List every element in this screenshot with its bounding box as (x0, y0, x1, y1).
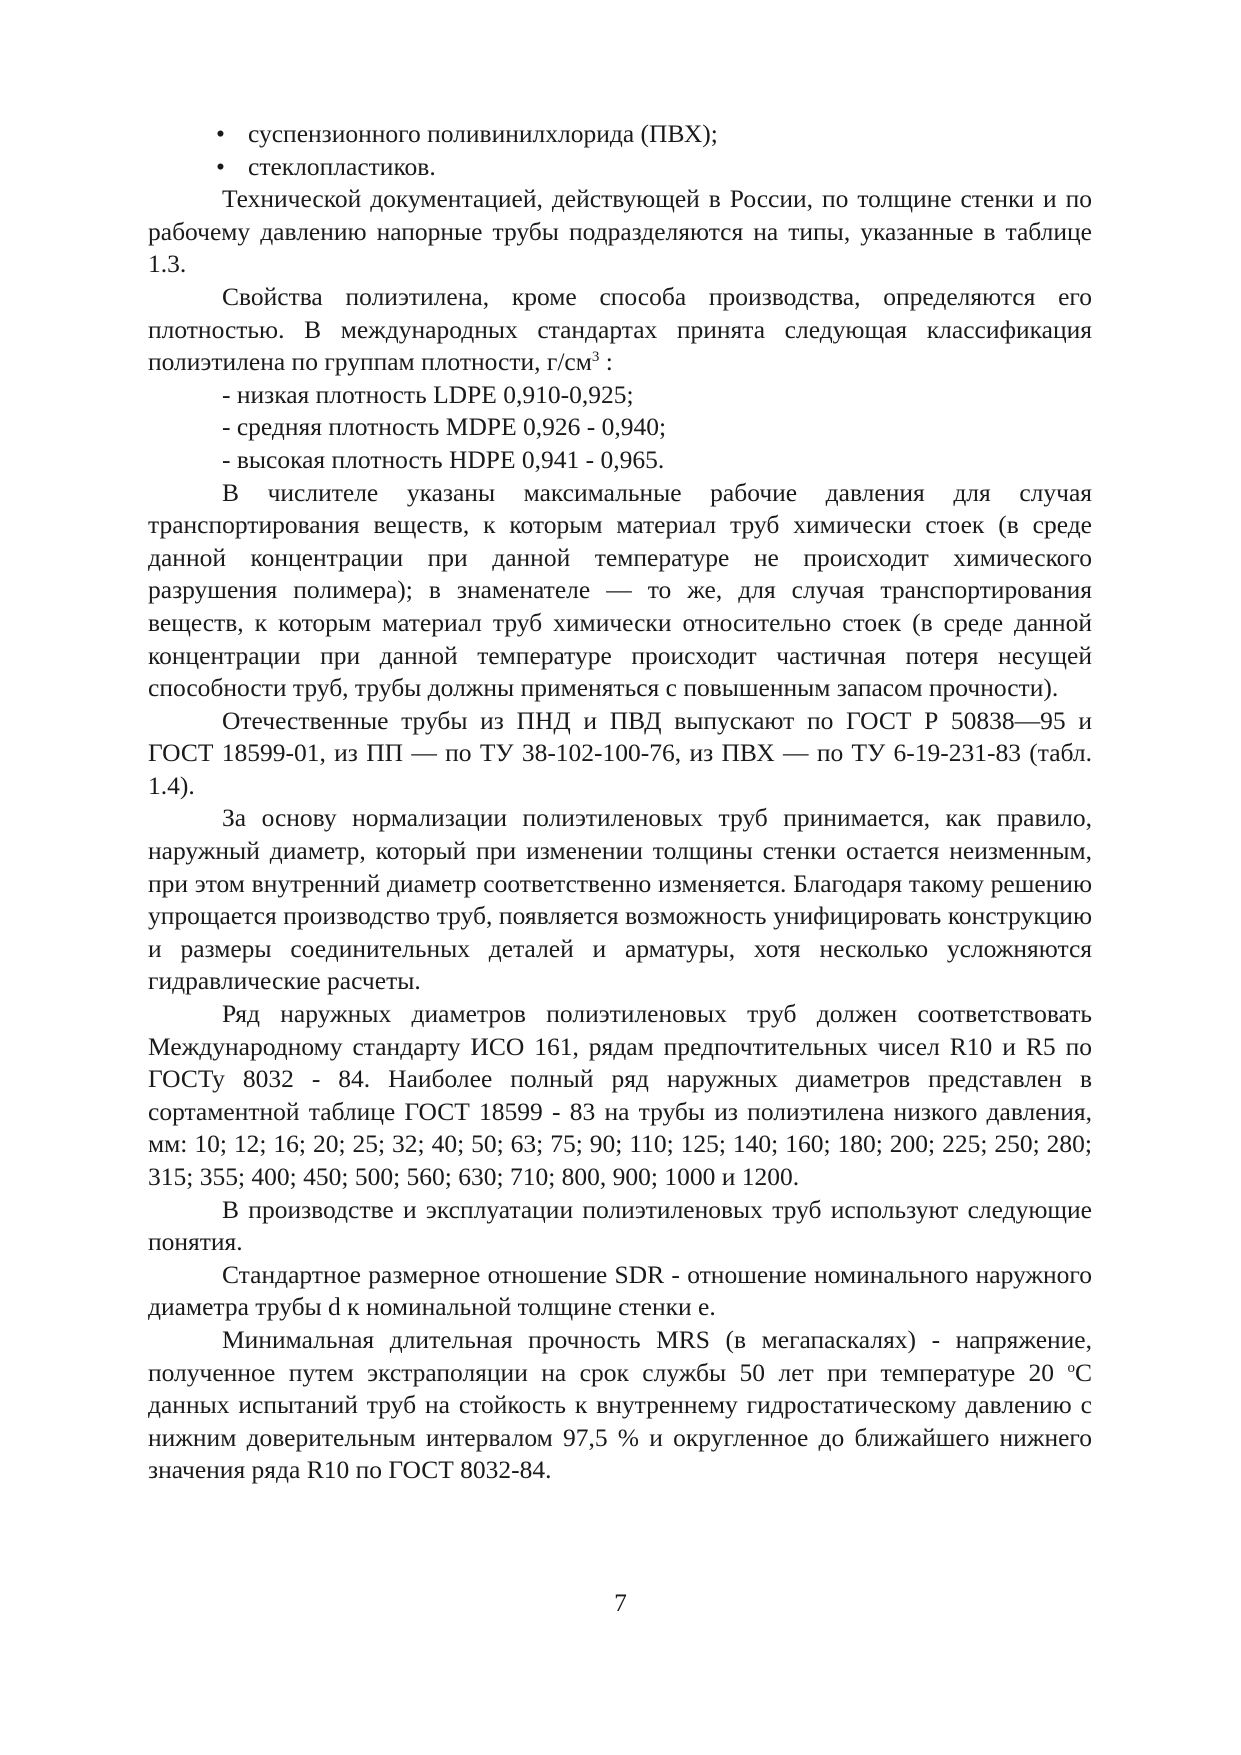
paragraph-domestic-pipes: Отечественные трубы из ПНД и ПВД выпускают по ГОСТ Р 50838—95 и ГОСТ 18599-01, из ПП — по ТУ 38-102-100-76, из ПВХ — по ТУ 6-19-231-83 (табл. 1.4). (148, 705, 1092, 800)
paragraph-sdr: Стандартное размерное отношение SDR - отношение номинального наружного диаметра трубы d к номинальной толщине стенки е. (148, 1259, 1092, 1322)
mrs-text-b: С данных испытаний труб на стойкость к внутреннему гидростатическому давлению с нижним доверительным интервалом 97,5 % и округленное до ближайшего нижнего значения ряда R10 по ГОСТ 8032-84. (148, 1357, 1092, 1485)
density-tail: : (599, 347, 613, 377)
paragraph-density (148, 281, 1092, 379)
bullet-item (148, 118, 1092, 151)
page-number: 7 (614, 1588, 627, 1617)
bullet-dot-icon: • (216, 119, 225, 148)
paragraph-normalization: За основу нормализации полиэтиленовых труб принимается, как правило, наружный диаметр, который при изменении толщины стенки остается неизменным, при этом внутренний диаметр соответственно изменяется. Благодаря такому решению упрощается производство труб, появляется возможность унифицировать конструкцию и размеры соединительных деталей и арматуры, хотя несколько усложняются гидравлические расчеты. (148, 803, 1092, 996)
bullet-text: суспензионного поливинилхлорида (ПВХ); (248, 119, 718, 148)
bullet-dot-icon: • (216, 151, 225, 181)
paragraph-numerator: В числителе указаны максимальные рабочие давления для случая транспортирования веществ, к которым материал труб химически стоек (в среде данной концентрации при данной температуре не происходит химического разрушения полимера); в знаменателе — то же, для случая транспортирования веществ, к которым материал труб химически относительно стоек (в среде данной концентрации при данной температуре происходит частичная потеря несущей способности труб, трубы должны применяться с повышенным запасом прочности). (148, 477, 1092, 703)
paragraph-mrs (148, 1324, 1092, 1487)
degree-superscript: o (1067, 1359, 1075, 1376)
paragraph-diameter-series: Ряд наружных диаметров полиэтиленовых труб должен соответствовать Международному стандарту ИСО 161, рядам предпочтительных чисел R10 и R5 по ГОСТу 8032 - 84. Наиболее полный ряд наружных диаметров представлен в сортаментной таблице ГОСТ 18599 - 83 на трубы из полиэтилена низкого давления, мм: 10; 12; 16; 20; 25; 32; 40; 50; 63; 75; 90; 110; 125; 140; 160; 180; 200; 225; 250; 280; 315; 355; 400; 450; 500; 560; 630; 710; 800, 900; 1000 и 1200. (148, 999, 1092, 1191)
paragraph-pipe-types: Технической документацией, действующей в России, по толщине стенки и по рабочему давлению напорные трубы подразделяются на типы, указанные в таблице 1.3. (148, 184, 1092, 279)
superscript: 3 (591, 349, 600, 366)
density-list-item: - средняя плотность MDPE 0,926 - 0,940; (222, 412, 667, 442)
bullet-text: стеклопластиков. (248, 151, 436, 181)
density-list-item: - высокая плотность HDPE 0,941 - 0,965. (222, 444, 665, 474)
density-text: Свойства полиэтилена, кроме способа производства, определяются его плотностью. В международных стандартах принята следующая классификация полиэтилена по группам плотности, г/см (148, 281, 1092, 377)
page-body (148, 118, 1092, 1487)
mrs-text-a: Минимальная длительная прочность MRS (в мегапаскалях) - напряжение, полученное путем экстраполяции на срок службы 50 лет при температуре 20 (148, 1324, 1092, 1387)
bullet-item (148, 151, 1092, 184)
density-list-item: - низкая плотность LDPE 0,910-0,925; (222, 379, 634, 409)
paragraph-concepts: В производстве и эксплуатации полиэтиленовых труб используют следующие понятия. (148, 1194, 1092, 1257)
